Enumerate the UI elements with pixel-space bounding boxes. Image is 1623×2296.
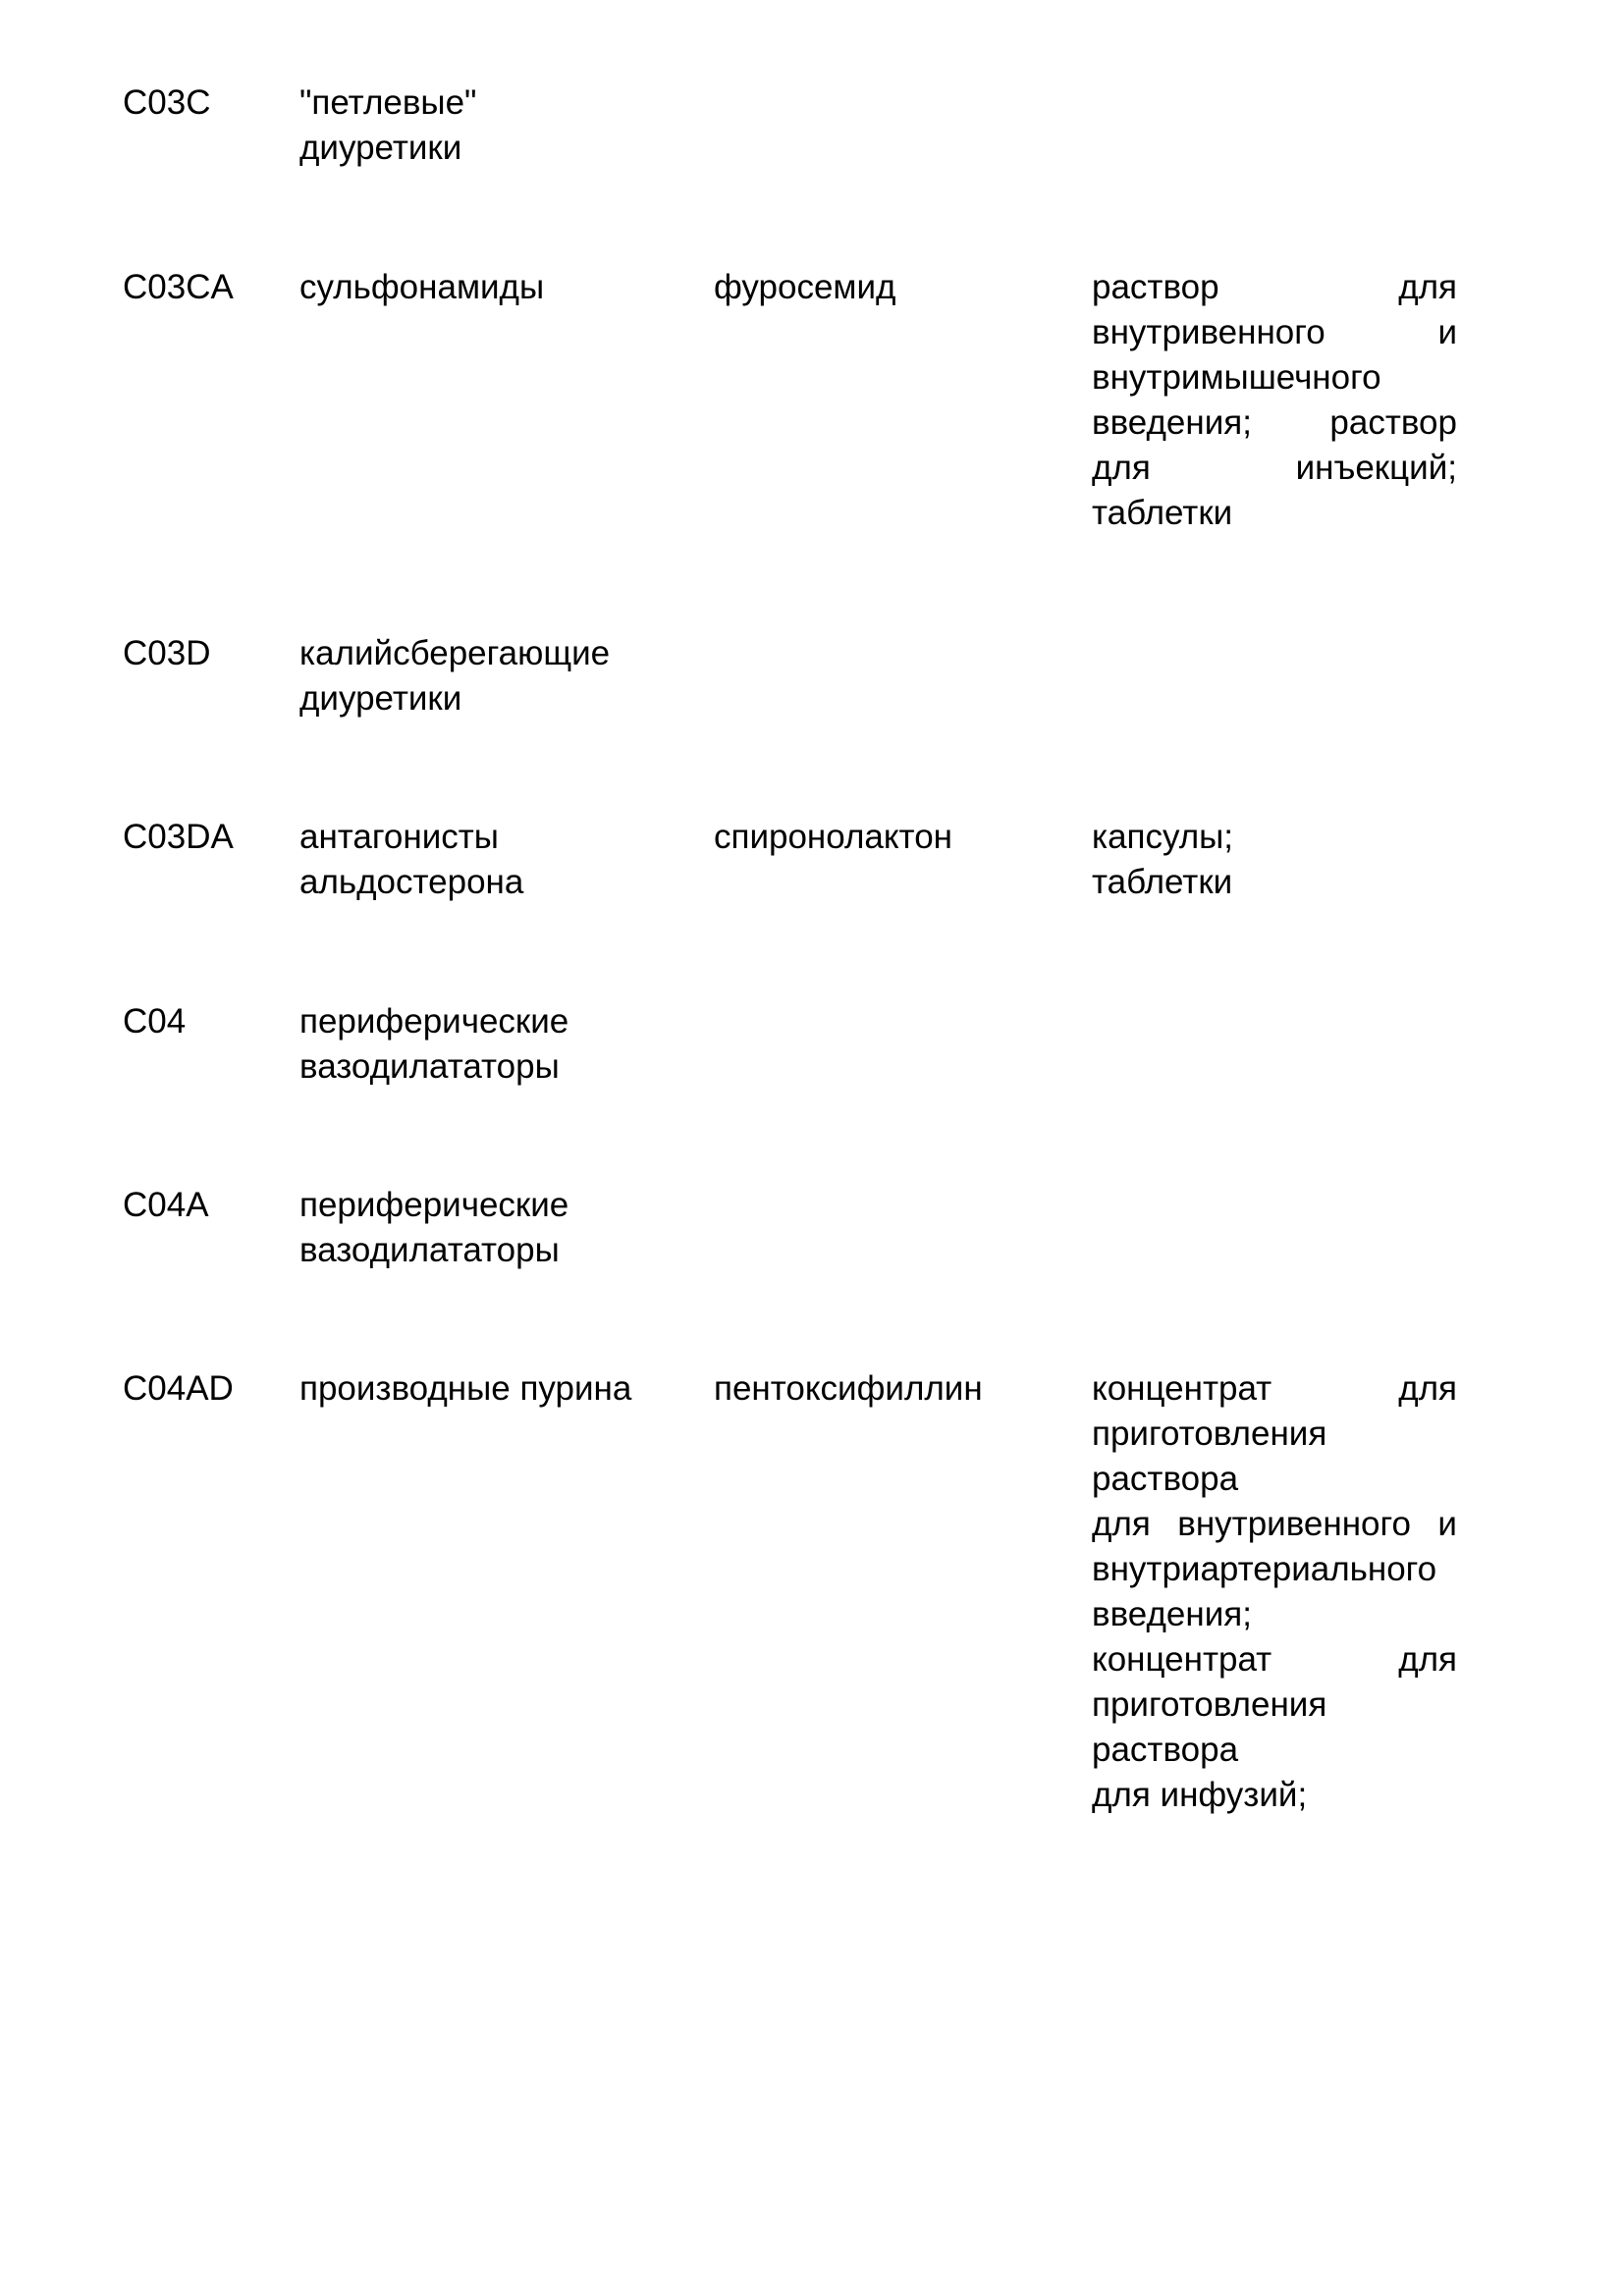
dosage-form-line: введения; раствор — [1092, 403, 1457, 442]
anatomical-therapeutic-group — [299, 999, 697, 1090]
group-line: "петлевые" — [299, 83, 477, 122]
dosage-form-line: таблетки — [1092, 494, 1233, 532]
dosage-form — [1092, 815, 1457, 905]
dosage-form-line: концентрат для — [1092, 1369, 1457, 1408]
atc-code: C04AD — [123, 1369, 234, 1408]
group-line: альдостерона — [299, 863, 524, 901]
anatomical-therapeutic-group — [299, 1366, 697, 1412]
dosage-form-line: раствор для — [1092, 268, 1457, 306]
group-line: производные пурина — [299, 1369, 632, 1408]
anatomical-therapeutic-group — [299, 631, 697, 721]
anatomical-therapeutic-group — [299, 265, 697, 310]
drug-name: фуросемид — [714, 268, 896, 306]
dosage-form-line: для инъекций; — [1092, 449, 1457, 487]
atc-code: C03D — [123, 634, 211, 672]
atc-code: C04 — [123, 1002, 187, 1041]
atc-code: C04A — [123, 1186, 209, 1224]
dosage-form-line: капсулы; — [1092, 818, 1234, 856]
anatomical-therapeutic-group — [299, 815, 697, 905]
group-line: сульфонамиды — [299, 268, 545, 306]
group-line: вазодилататоры — [299, 1231, 560, 1269]
group-line: антагонисты — [299, 818, 499, 856]
dosage-form-line: внутримышечного — [1092, 358, 1381, 397]
drug-name: спиронолактон — [714, 818, 952, 856]
drug-name: пентоксифиллин — [714, 1369, 983, 1408]
group-line: диуретики — [299, 129, 462, 167]
dosage-form — [1092, 1366, 1457, 1818]
group-line: вазодилататоры — [299, 1047, 560, 1086]
dosage-form-line: внутривенного и — [1092, 313, 1457, 351]
dosage-form-line: концентрат для — [1092, 1640, 1457, 1679]
dosage-form-line: внутриартериального — [1092, 1550, 1437, 1588]
dosage-form — [1092, 265, 1457, 536]
anatomical-therapeutic-group — [299, 80, 697, 171]
group-line: калийсберегающие — [299, 634, 611, 672]
dosage-form-line: таблетки — [1092, 863, 1233, 901]
dosage-form-line: введения; — [1092, 1595, 1252, 1633]
dosage-form-line: раствора — [1092, 1731, 1239, 1769]
dosage-form-line: приготовления — [1092, 1685, 1327, 1724]
dosage-form-line: для внутривенного и — [1092, 1505, 1457, 1543]
group-line: диуретики — [299, 679, 462, 718]
dosage-form-line: раствора — [1092, 1460, 1239, 1498]
dosage-form-line: приготовления — [1092, 1415, 1327, 1453]
group-line: периферические — [299, 1186, 569, 1224]
anatomical-therapeutic-group — [299, 1183, 697, 1273]
atc-code: C03C — [123, 83, 211, 122]
group-line: периферические — [299, 1002, 569, 1041]
dosage-form-line: для инфузий; — [1092, 1776, 1308, 1814]
atc-code: C03DA — [123, 818, 234, 856]
atc-code: C03CA — [123, 268, 234, 306]
